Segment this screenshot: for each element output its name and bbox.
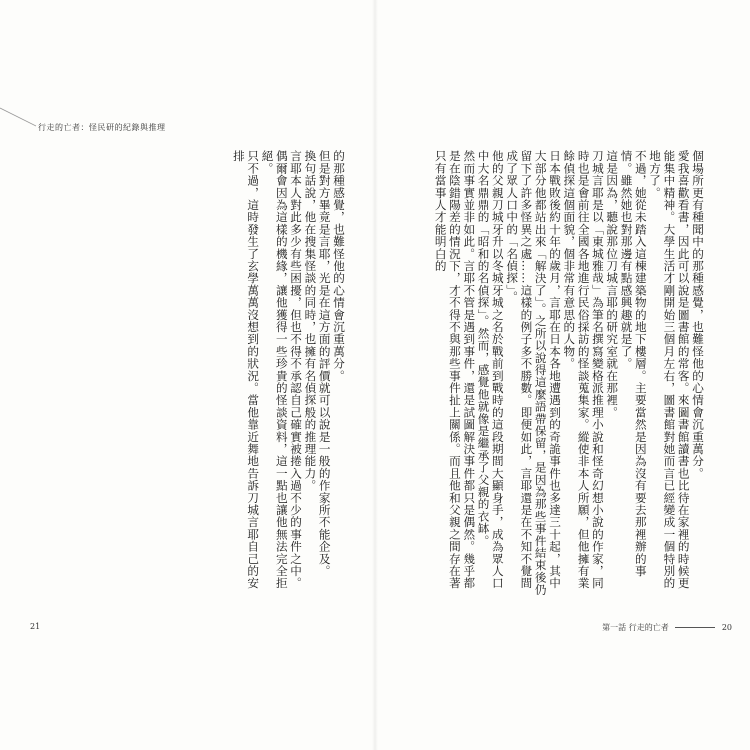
running-head: 行走的亡者：怪民研的紀錄與推理: [38, 123, 166, 132]
left-page-number: 21: [30, 622, 41, 631]
chapter-title: 行走的亡者: [628, 623, 669, 632]
paragraph: 但是對方畢竟是言耶，光是在這方面的評價就可以說是一般的作家所不能企及。: [317, 150, 332, 577]
paragraph: 只不過，這時發生了玄學萬萬沒想到的狀況。當他靠近舞地告訴刀城言耶自己的安排: [231, 150, 261, 590]
left-page-body-text: [46, 150, 346, 600]
paragraph: 愛我喜歡看書，因此可以說是圖書館的常客。來圖書館讀書也比待在家裡的時候更能集中精神。大學生活才剛開始三個月左右，圖書館對她而言已經變成一個特別的地方了。: [648, 150, 691, 590]
right-page-number: 20: [721, 623, 732, 632]
right-page-body-text: [405, 150, 705, 600]
paragraph: 的那種感覺，也難怪他的心情會沉重萬分。: [332, 150, 346, 382]
paragraph: 換句話說，他在搜集怪談的同時，也擁有名偵探般的推理能力。: [303, 150, 318, 492]
footer-rule: [675, 627, 715, 628]
paragraph: 不過，她從未踏入這棟建築物的地下樓層。主要當然是因為沒有要去那裡辦的事情。雖然她也對那邊有點感興趣就是了。: [619, 150, 648, 577]
right-page-footer: [602, 622, 732, 633]
chapter-label: 第一話: [602, 623, 627, 632]
paragraph: 偶爾會因為這樣的機緣，讓他獲得一些珍貴的怪談資料，這一點也讓他無法完全拒絕。: [260, 150, 289, 590]
paragraph: 他的父親刀城牙升以冬城牙城之名於戰前到戰時的這段期間大顯身手，成為眾人口中大名鼎鼎的「昭和的名偵探」。然而，感覺他就像是繼承了父親的衣缽。: [476, 150, 505, 590]
decorative-corner-line: [0, 0, 80, 130]
paragraph: 言耶本人對此多少有些困擾，但也不得不承認自己確實被捲入過不少的事件之中。: [289, 150, 304, 590]
paragraph: 然而事實並非如此。言耶不管是遇到事件，還是試圖解決事件都只是偶然。幾乎都是在陰錯陽差的情況下，才不得不與那些事件扯上關係。而且他和父親之間存在著只有當事人才能明白的: [433, 150, 477, 590]
paragraph: 日本戰敗後約十年的歲月，言耶在日本各地遭遇到的奇詭事件也多達三十起，其中大部分他都站出來「解決了」。之所以說得這麼語帶保留，是因為那些事件結束後仍留下了許多怪異之處……這樣的例子多不勝數。即便如此，言耶還是在不知不覺間成了眾人口中的「名偵探」。: [505, 150, 563, 596]
paragraph: 刀城言耶是以「東城雅哉」為筆名撰寫變格派推理小說和怪奇幻想小說的作家，同時也是會前往全國各地進行民俗採訪的怪談蒐集家。縱使非本人所願，但他擁有業餘偵探這個面貌，個非常有意思的人物。: [562, 150, 605, 590]
paragraph: 個場所更有種聞中的那種感覺，也難怪他的心情會沉重萬分。: [691, 150, 705, 480]
right-page: [375, 0, 750, 750]
paragraph: 這是因為，聽說那位刀城言耶的研究室就在那裡。: [605, 150, 620, 419]
